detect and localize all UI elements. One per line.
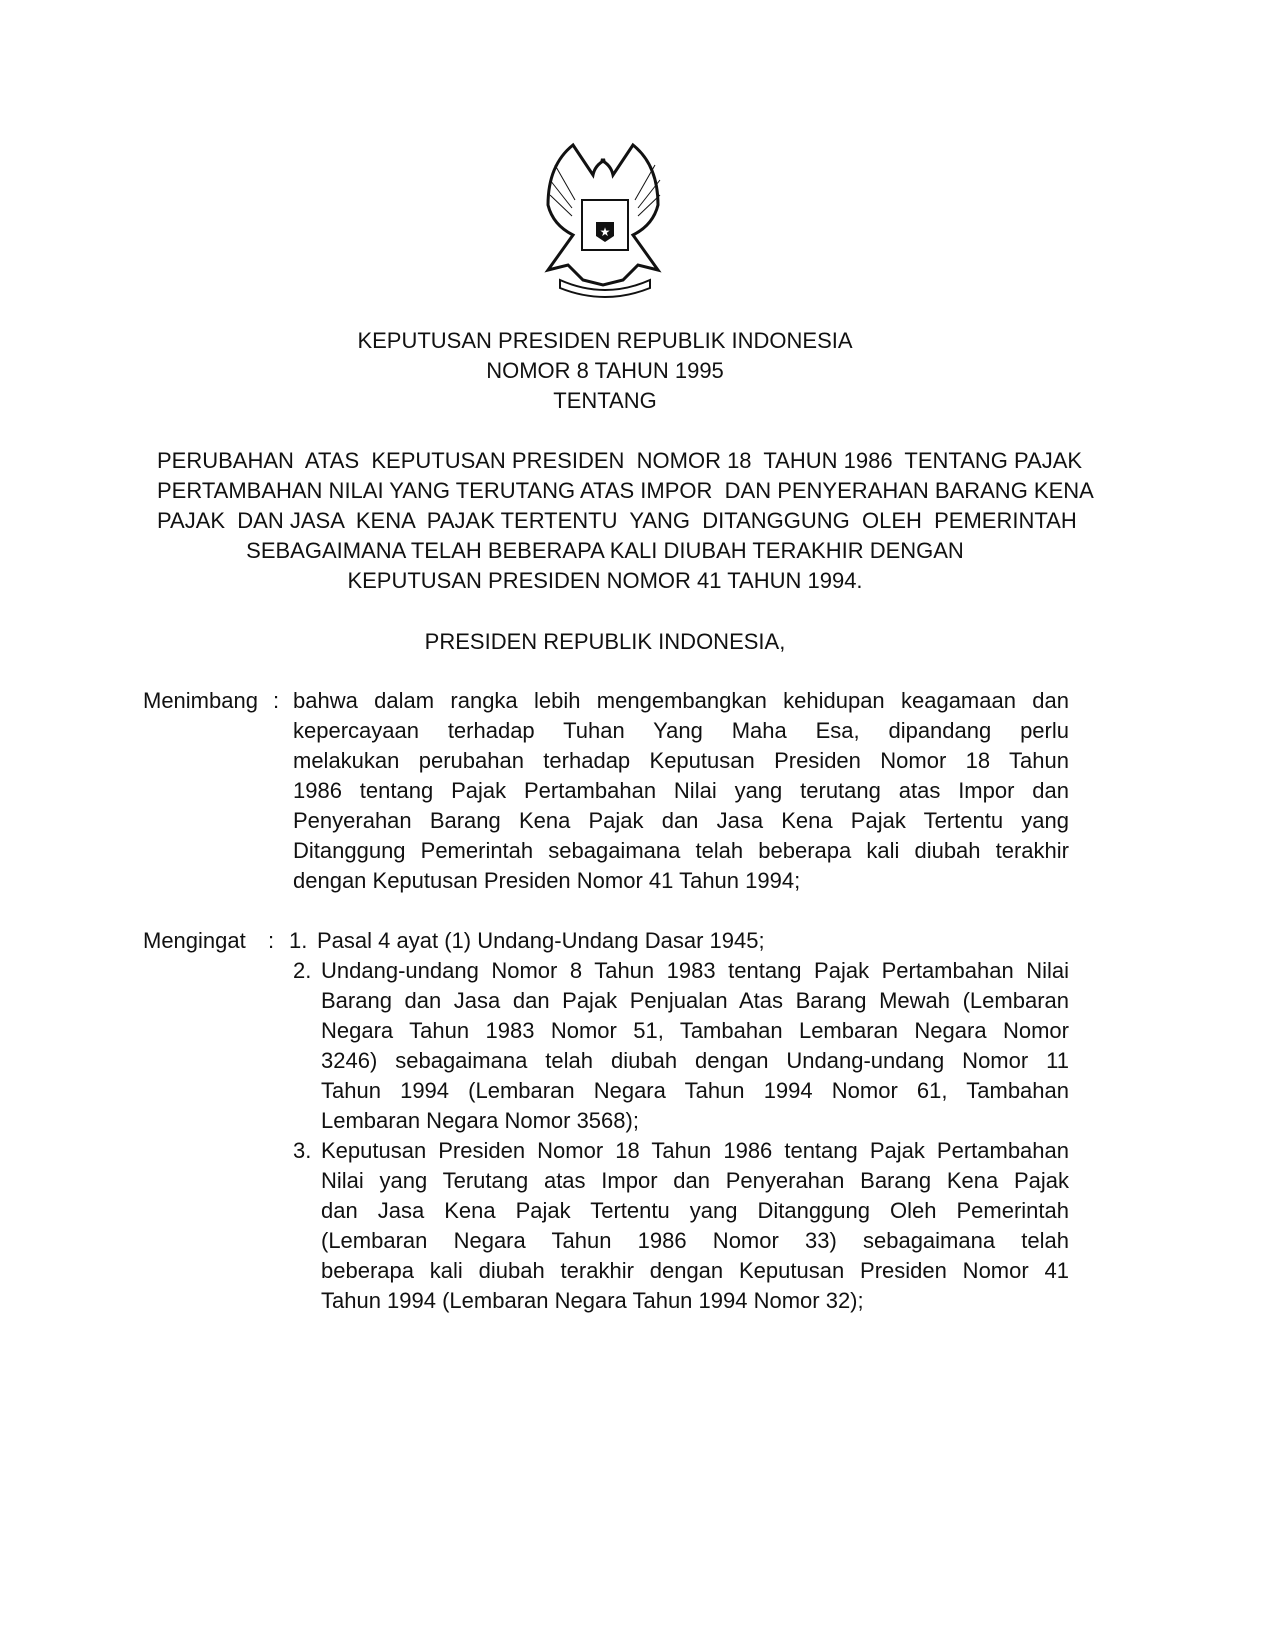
mengingat-item-line: Undang-undang Nomor 8 Tahun 1983 tentang Pajak Pertambahan Nilai — [321, 958, 1069, 983]
svg-text:★: ★ — [599, 225, 611, 239]
mengingat-item-number: 3. — [293, 1138, 312, 1163]
title-line: PERTAMBAHAN NILAI YANG TERUTANG ATAS IMPOR DAN PENYERAHAN BARANG KENA — [157, 478, 1094, 503]
mengingat-item-line: (Lembaran Negara Tahun 1986 Nomor 33) sebagaimana telah — [321, 1228, 1069, 1253]
menimbang-colon: : — [273, 688, 280, 713]
menimbang-line: kepercayaan terhadap Tuhan Yang Maha Esa, dipandang perlu — [293, 718, 1069, 743]
header-line-1: KEPUTUSAN PRESIDEN REPUBLIK INDONESIA — [357, 328, 853, 353]
mengingat-colon: : — [268, 928, 275, 953]
mengingat-item-line: Barang dan Jasa dan Pajak Penjualan Atas Barang Mewah (Lembaran — [321, 988, 1069, 1013]
title-line: PERUBAHAN ATAS KEPUTUSAN PRESIDEN NOMOR 18 TAHUN 1986 TENTANG PAJAK — [157, 448, 1083, 473]
header-line-3: TENTANG — [553, 388, 657, 413]
garuda-emblem-icon — [530, 140, 680, 300]
mengingat-item-line: Tahun 1994 (Lembaran Negara Tahun 1994 Nomor 61, Tambahan — [321, 1078, 1069, 1103]
president-heading: PRESIDEN REPUBLIK INDONESIA, — [424, 629, 786, 654]
title-line: SEBAGAIMANA TELAH BEBERAPA KALI DIUBAH TERAKHIR DENGAN — [246, 538, 964, 563]
mengingat-item-line: Pasal 4 ayat (1) Undang-Undang Dasar 1945; — [317, 928, 765, 953]
mengingat-item-line: Tahun 1994 (Lembaran Negara Tahun 1994 Nomor 32); — [321, 1288, 864, 1313]
mengingat-item-line: 3246) sebagaimana telah diubah dengan Undang-undang Nomor 11 — [321, 1048, 1069, 1073]
header-line-2: NOMOR 8 TAHUN 1995 — [486, 358, 724, 383]
mengingat-item-line: beberapa kali diubah terakhir dengan Keputusan Presiden Nomor 41 — [321, 1258, 1069, 1283]
menimbang-line: 1986 tentang Pajak Pertambahan Nilai yang terutang atas Impor dan — [293, 778, 1069, 803]
menimbang-line: Penyerahan Barang Kena Pajak dan Jasa Kena Pajak Tertentu yang — [293, 808, 1069, 833]
mengingat-label: Mengingat — [143, 928, 246, 953]
menimbang-line: bahwa dalam rangka lebih mengembangkan kehidupan keagamaan dan — [293, 688, 1069, 713]
mengingat-item-line: Lembaran Negara Nomor 3568); — [321, 1108, 639, 1133]
menimbang-line: Ditanggung Pemerintah sebagaimana telah beberapa kali diubah terakhir — [293, 838, 1069, 863]
mengingat-item-number: 1. — [289, 928, 308, 953]
menimbang-label: Menimbang — [143, 688, 258, 713]
menimbang-line: melakukan perubahan terhadap Keputusan Presiden Nomor 18 Tahun — [293, 748, 1069, 773]
title-line: PAJAK DAN JASA KENA PAJAK TERTENTU YANG DITANGGUNG OLEH PEMERINTAH — [157, 508, 1077, 533]
menimbang-line: dengan Keputusan Presiden Nomor 41 Tahun 1994; — [293, 868, 801, 893]
mengingat-item-number: 2. — [293, 958, 312, 983]
title-line: KEPUTUSAN PRESIDEN NOMOR 41 TAHUN 1994. — [347, 568, 863, 593]
mengingat-item-line: Negara Tahun 1983 Nomor 51, Tambahan Lembaran Negara Nomor — [321, 1018, 1069, 1043]
mengingat-item-line: dan Jasa Kena Pajak Tertentu yang Ditanggung Oleh Pemerintah — [321, 1198, 1069, 1223]
mengingat-item-line: Nilai yang Terutang atas Impor dan Penyerahan Barang Kena Pajak — [321, 1168, 1069, 1193]
mengingat-item-line: Keputusan Presiden Nomor 18 Tahun 1986 tentang Pajak Pertambahan — [321, 1138, 1069, 1163]
